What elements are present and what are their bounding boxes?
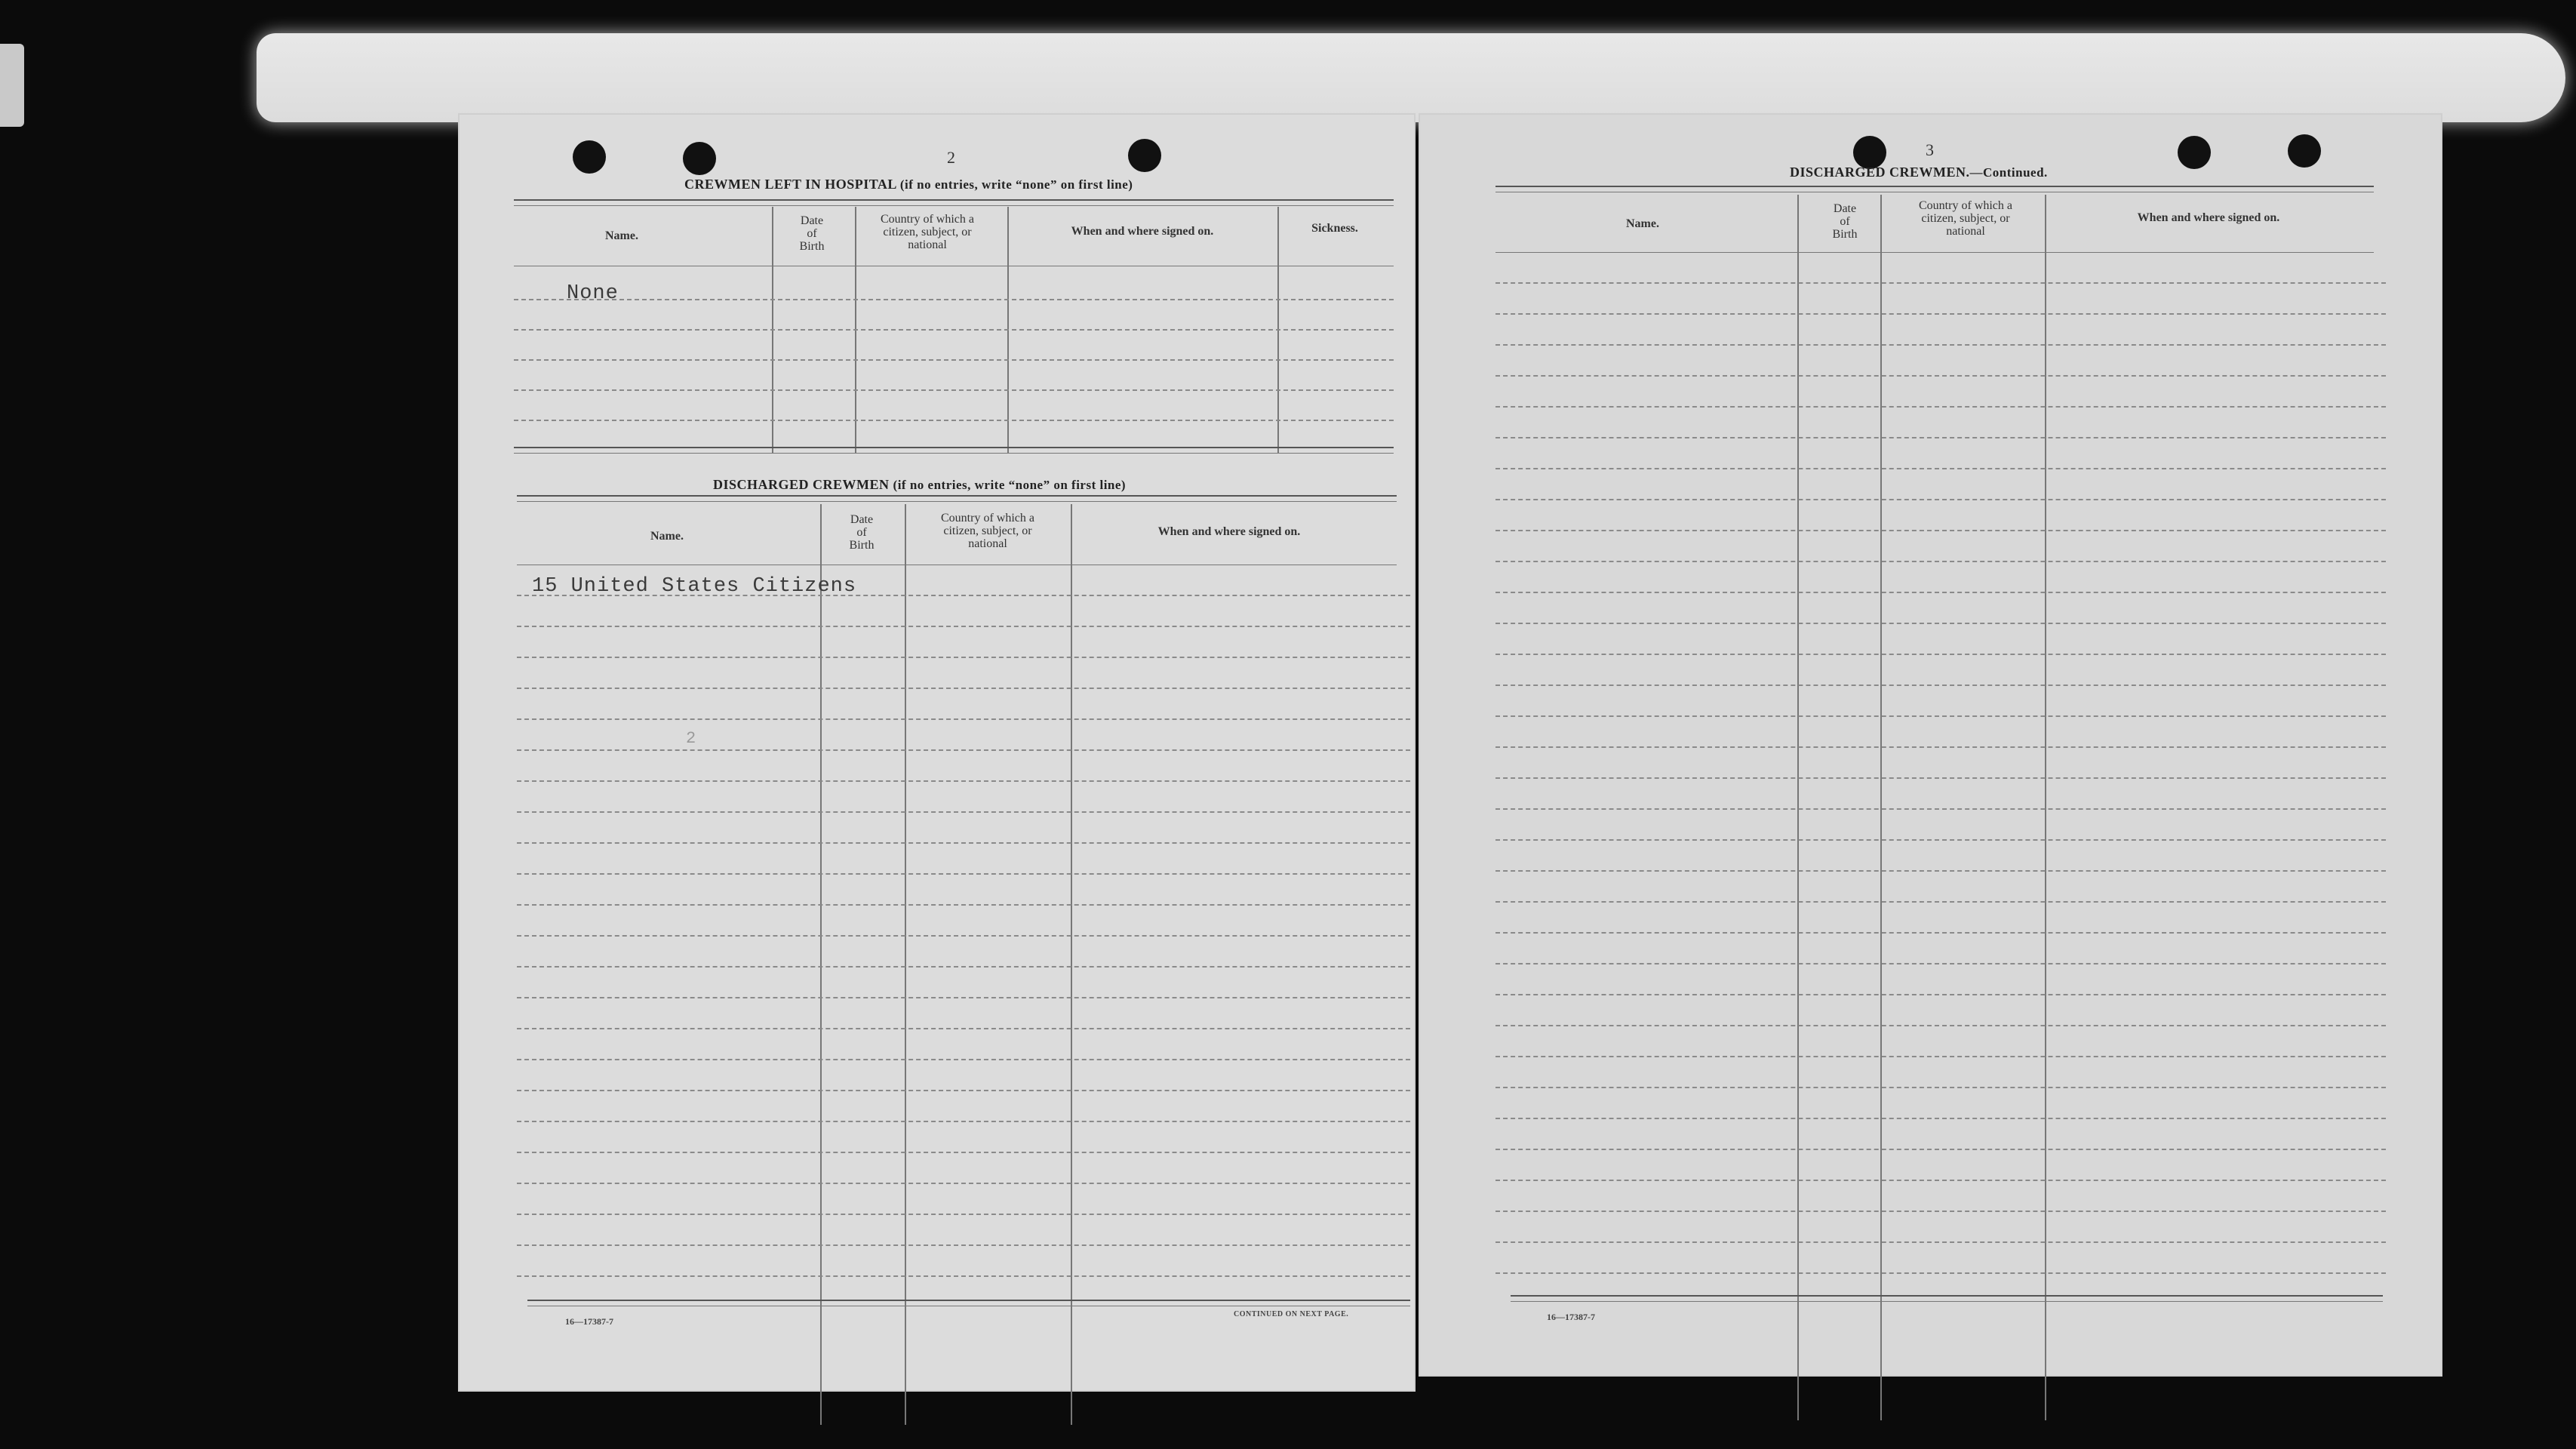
ruled-line xyxy=(517,1275,1410,1277)
ruled-line xyxy=(517,718,1410,720)
ruled-line xyxy=(517,1028,1410,1029)
ruled-line xyxy=(1495,808,2386,810)
hospital-header-name: Name. xyxy=(605,229,638,242)
ruled-line xyxy=(517,1244,1410,1246)
ruled-line xyxy=(517,935,1410,937)
discharged-header-country xyxy=(912,512,1063,550)
ruled-line xyxy=(517,749,1410,751)
hospital-top-rule xyxy=(514,199,1394,206)
ruled-line xyxy=(1495,468,2386,469)
right-top-rule xyxy=(1495,186,2374,192)
ruled-line xyxy=(1495,313,2386,315)
ruled-line xyxy=(1495,499,2386,500)
form-number: 16—17387-7 xyxy=(1547,1312,1595,1322)
discharged-col-line xyxy=(820,504,822,1425)
ruled-line xyxy=(1495,746,2386,748)
page-number: 2 xyxy=(947,148,955,167)
ruled-line xyxy=(517,1090,1410,1091)
ruled-line xyxy=(517,626,1410,627)
country-line-3: national xyxy=(968,537,1007,550)
ruled-line xyxy=(1495,406,2386,408)
right-page xyxy=(1419,113,2442,1377)
right-col-line xyxy=(1797,195,1799,1420)
ruled-line xyxy=(517,1121,1410,1122)
discharged-header-signed: When and where signed on. xyxy=(1157,525,1301,538)
page-number: 3 xyxy=(1926,140,1934,159)
right-header-dob xyxy=(1803,202,1886,241)
ruled-line xyxy=(1495,1025,2386,1026)
country-line-1: Country of which a xyxy=(941,512,1034,525)
discharged-entry: 15 United States Citizens xyxy=(532,575,857,598)
faint-mark: 2 xyxy=(686,729,696,748)
right-header-country xyxy=(1886,199,2045,238)
ruled-line xyxy=(517,966,1410,968)
discharged-section-title xyxy=(713,477,1126,493)
ruled-line xyxy=(1495,777,2386,779)
country-line-3: national xyxy=(908,238,947,251)
ruled-line xyxy=(1495,623,2386,624)
ruled-line xyxy=(517,1059,1410,1060)
right-header-rule xyxy=(1495,252,2374,253)
scanner-top-strip xyxy=(257,33,2565,122)
hospital-header-country xyxy=(852,213,1003,251)
hospital-header-dob xyxy=(770,214,853,253)
hospital-header-signed: When and where signed on. xyxy=(1071,225,1214,238)
country-line-1: Country of which a xyxy=(1919,199,2012,212)
dob-line-2: of xyxy=(1840,215,1850,228)
dob-line-2: of xyxy=(856,526,867,539)
ruled-line xyxy=(1495,1118,2386,1119)
dob-line-1: Date xyxy=(850,513,874,526)
right-bottom-rule xyxy=(1511,1295,2383,1302)
discharged-header-name: Name. xyxy=(650,530,684,543)
dob-line-1: Date xyxy=(800,214,824,227)
ruled-line xyxy=(517,1152,1410,1153)
ruled-line xyxy=(1495,1272,2386,1274)
ruled-line xyxy=(1495,1149,2386,1150)
ruled-line xyxy=(1495,592,2386,593)
ruled-line xyxy=(1495,530,2386,531)
country-line-1: Country of which a xyxy=(881,213,974,226)
hospital-section-title xyxy=(684,177,1133,192)
ruled-line xyxy=(514,420,1394,421)
right-title: DISCHARGED CREWMEN. xyxy=(1790,165,1970,180)
country-line-2: citizen, subject, or xyxy=(883,226,972,238)
right-header-name: Name. xyxy=(1626,217,1659,230)
dob-line-3: Birth xyxy=(799,240,825,253)
right-header-signed: When and where signed on. xyxy=(2137,211,2280,224)
form-number: 16—17387-7 xyxy=(565,1316,613,1327)
ruled-line xyxy=(1495,1180,2386,1181)
ruled-line xyxy=(517,811,1410,813)
left-page xyxy=(458,113,1416,1392)
punch-hole xyxy=(683,142,716,175)
ruled-line xyxy=(517,688,1410,689)
ruled-line xyxy=(517,842,1410,844)
ruled-line xyxy=(517,780,1410,782)
country-line-2: citizen, subject, or xyxy=(1921,212,2010,225)
right-col-line xyxy=(2045,195,2046,1420)
discharged-title: DISCHARGED CREWMEN xyxy=(713,477,890,492)
punch-hole xyxy=(2288,134,2321,168)
right-col-line xyxy=(1880,195,1882,1420)
right-section-title xyxy=(1790,165,2048,180)
ruled-line xyxy=(1495,994,2386,995)
ruled-line xyxy=(1495,685,2386,686)
ruled-line xyxy=(517,997,1410,998)
ruled-line xyxy=(514,359,1394,361)
discharged-col-line xyxy=(905,504,906,1425)
ruled-line xyxy=(1495,344,2386,346)
ruled-line xyxy=(1495,282,2386,284)
scanner-edge xyxy=(0,44,24,127)
country-line-2: citizen, subject, or xyxy=(943,525,1032,537)
ruled-line xyxy=(1495,437,2386,438)
punch-hole xyxy=(1128,139,1161,172)
hospital-subtitle: (if no entries, write “none” on first line) xyxy=(899,177,1133,192)
ruled-line xyxy=(1495,901,2386,903)
ruled-line xyxy=(1495,839,2386,841)
dob-line-1: Date xyxy=(1833,202,1857,215)
ruled-line xyxy=(1495,654,2386,655)
ruled-line xyxy=(1495,963,2386,964)
discharged-subtitle: (if no entries, write “none” on first line) xyxy=(893,478,1127,492)
ruled-line xyxy=(514,299,1394,300)
ruled-line xyxy=(1495,561,2386,562)
country-line-3: national xyxy=(1946,225,1985,238)
ruled-line xyxy=(1495,1087,2386,1088)
dob-line-3: Birth xyxy=(1832,228,1858,241)
hospital-bottom-rule xyxy=(514,447,1394,454)
ruled-line xyxy=(517,657,1410,658)
ruled-line xyxy=(1495,932,2386,934)
ruled-line xyxy=(514,389,1394,391)
ruled-line xyxy=(517,873,1410,875)
punch-hole xyxy=(2178,136,2211,169)
ruled-line xyxy=(1495,1211,2386,1212)
ruled-line xyxy=(517,904,1410,906)
discharged-bottom-rule xyxy=(527,1300,1410,1306)
hospital-header-sickness: Sickness. xyxy=(1311,222,1358,235)
ruled-line xyxy=(517,1183,1410,1184)
hospital-entry: None xyxy=(567,282,619,305)
ruled-line xyxy=(1495,715,2386,717)
ruled-line xyxy=(1495,1241,2386,1243)
dob-line-3: Birth xyxy=(849,539,875,552)
ruled-line xyxy=(1495,1056,2386,1057)
ruled-line xyxy=(1495,375,2386,377)
ruled-line xyxy=(514,329,1394,331)
discharged-top-rule xyxy=(517,495,1397,502)
ruled-line xyxy=(1495,870,2386,872)
dob-line-2: of xyxy=(807,227,817,240)
hospital-title: CREWMEN LEFT IN HOSPITAL xyxy=(684,177,896,192)
continued-note: CONTINUED ON NEXT PAGE. xyxy=(1234,1310,1349,1318)
ruled-line xyxy=(517,1214,1410,1215)
discharged-col-line xyxy=(1071,504,1072,1425)
punch-hole xyxy=(573,140,606,174)
discharged-header-dob xyxy=(820,513,903,552)
right-title-suffix: —Continued. xyxy=(1969,165,2048,180)
